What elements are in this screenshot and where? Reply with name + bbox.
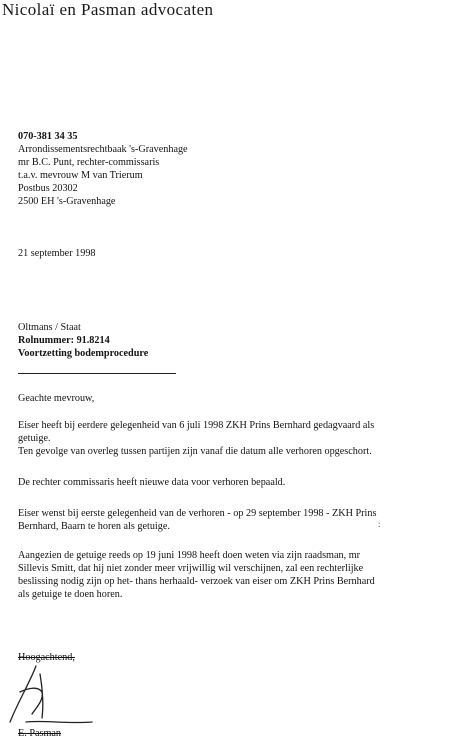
paragraph-1-line-3: Ten gevolge van overleg tussen partijen zijn vanaf die datum alle verhoren opgeschort. — [18, 446, 372, 457]
paragraph-3-line-2: Bernhard, Baarn te horen als getuige. — [18, 521, 170, 532]
paragraph-3-line-1: Eiser wenst bij eerste gelegenheid van de verhoren - op 29 september 1998 - ZKH Prins — [18, 508, 377, 519]
closing: Hoogachtend, — [18, 652, 75, 663]
paragraph-4-line-2: Sillevis Smitt, dat hij niet zonder meer vrijwillig wil verschijnen, zal een rechterlijke — [18, 563, 364, 574]
recipient-attention: t.a.v. mevrouw M van Trierum — [18, 170, 143, 181]
letterhead-firm-name: Nicolaï en Pasman advocaten — [2, 0, 214, 19]
handwritten-signature — [6, 662, 96, 732]
paragraph-2-line-1: De rechter commissaris heeft nieuwe data voor verhoren bepaald. — [18, 477, 286, 488]
recipient-court: Arrondissementsrechtbaak 's-Gravenhage — [18, 144, 188, 155]
paragraph-1-line-2: getuige. — [18, 433, 51, 444]
reference-underline — [18, 373, 176, 374]
reference-subject: Voortzetting bodemprocedure — [18, 348, 149, 359]
reference-rolnummer: Rolnummer: 91.8214 — [18, 335, 110, 346]
paragraph-4-line-1: Aangezien de getuige reeds op 19 juni 1998 heeft doen weten via zijn raadsman, mr — [18, 550, 361, 561]
recipient-judge: mr B.C. Punt, rechter-commissaris — [18, 157, 160, 168]
salutation: Geachte mevrouw, — [18, 393, 95, 404]
signatory-name: E. Pasman — [18, 728, 62, 739]
reference-parties: Oltmans / Staat — [18, 322, 81, 333]
recipient-city: 2500 EH 's-Gravenhage — [18, 196, 116, 207]
recipient-phone: 070-381 34 35 — [18, 131, 78, 142]
recipient-postbox: Postbus 20302 — [18, 183, 78, 194]
letter-date: 21 september 1998 — [18, 248, 96, 259]
margin-mark: : — [378, 519, 381, 529]
paragraph-4-line-3: beslissing nodig zijn op het- thans herhaald- verzoek van eiser om ZKH Prins Bernhard — [18, 576, 375, 587]
paragraph-1-line-1: Eiser heeft bij eerdere gelegenheid van 6 juli 1998 ZKH Prins Bernhard gedagvaard als — [18, 420, 375, 431]
paragraph-4-line-4: als getuige te doen horen. — [18, 589, 123, 600]
